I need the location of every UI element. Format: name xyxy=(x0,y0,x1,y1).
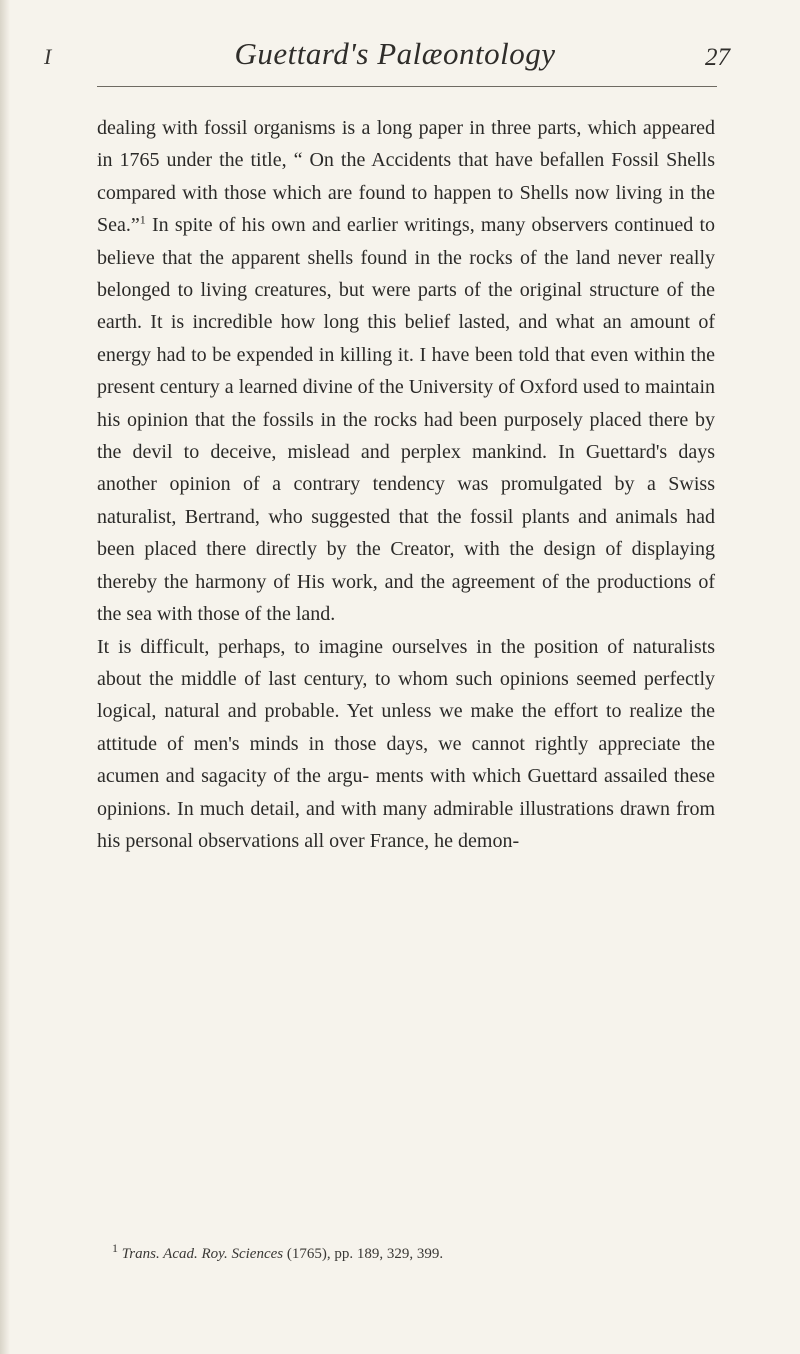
footnote-reference: 1 xyxy=(139,212,146,227)
paragraph-1-text-after-note: In spite of his own and earlier writings, many observers continued to believe that the apparent shells found in the rocks of the land never really belonged to living creatures, but were parts of the original structure of the earth. It is incredible how long this belief lasted, and what an amount of energy had to be expended in killing it. I have been told that even within the present century a learned divine of the University of Oxford used to maintain his opinion that the fossils in the rocks had been purposely placed there by the devil to deceive, mislead and perplex mankind. In Guettard's days another opinion of a contrary tendency was promulgated by a Swiss naturalist, Bertrand, who suggested that the fossil plants and animals had been placed there directly by the Creator, with the design of displaying thereby the harmony of His work, and the agreement of the productions of the sea with those of the land. xyxy=(97,214,716,626)
section-numeral: I xyxy=(44,44,52,69)
body-text xyxy=(97,112,715,857)
paragraph-2: It is difficult, perhaps, to imagine ourselves in the position of naturalists about the middle of last century, to whom such opinions seemed perfectly logical, natural and probable. Yet unless we make the effort to realize the attitude of men's minds in those days, we cannot rightly appreciate the acumen and sagacity of the argu- ments with which Guettard assailed these opinions. In much detail, and with many admirable illustrations drawn from his personal observations all over France, he demon- xyxy=(97,635,715,852)
header-rule xyxy=(97,86,717,87)
footnote-details: (1765), pp. 189, 329, 399. xyxy=(286,1246,444,1262)
paragraph-1 xyxy=(97,112,715,631)
running-head xyxy=(20,34,730,78)
gutter-shadow xyxy=(0,0,10,1354)
running-title: Guettard's Palæontology xyxy=(234,36,556,71)
page-number: 27 xyxy=(705,44,730,71)
footnote-source: Trans. Acad. Roy. Sciences xyxy=(121,1246,284,1262)
paragraph-1-text-before-note: dealing with fossil organisms is a long paper in three parts, which appeared in 1765 under the title, “ On the Accidents that have befallen Fossil Shells compared with those which are found to happen to Shells now living in the Sea.” xyxy=(97,117,715,237)
footnote-mark: 1 xyxy=(112,1241,118,1255)
footnote xyxy=(112,1241,716,1264)
